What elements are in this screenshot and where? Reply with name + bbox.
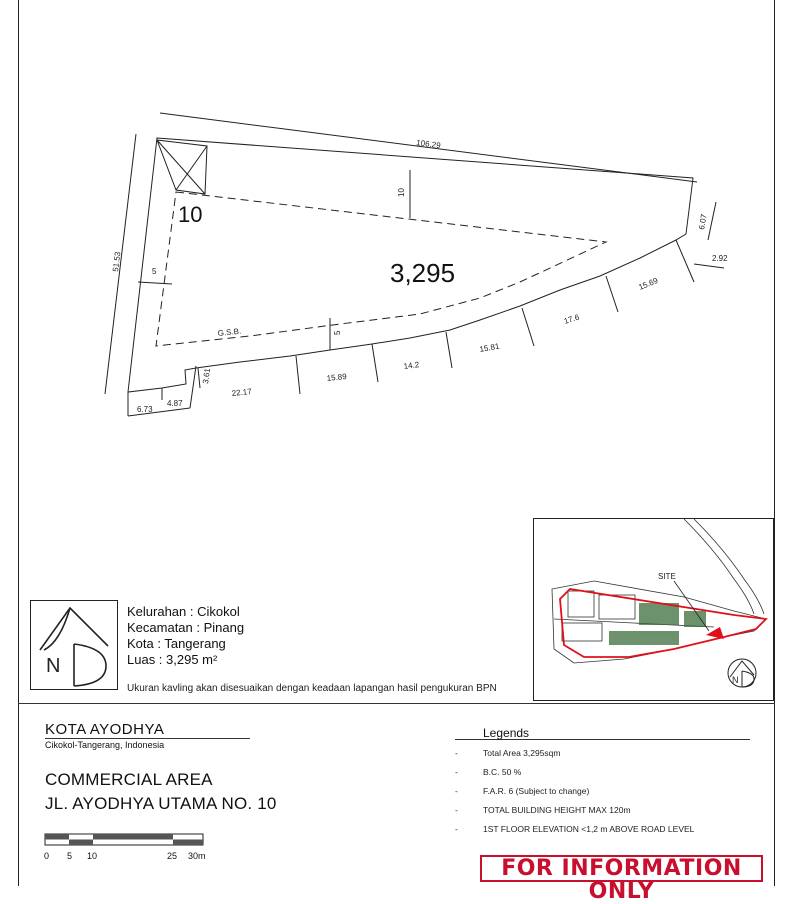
dim-487-label: 4.87 [167,399,183,408]
dim-1589-label: 15.89 [326,371,348,383]
dim-361 [198,368,200,388]
legend-item: - Total Area 3,295sqm [455,748,561,758]
legend-item: - F.A.R. 6 (Subject to change) [455,786,590,796]
info-kelurahan: Kelurahan : Cikokol [127,604,240,619]
info-kota: Kota : Tangerang [127,636,226,651]
north-logo [30,600,118,690]
info-kecamatan: Kecamatan : Pinang [127,620,245,635]
dim-right-line [708,202,716,240]
scale-bar [43,832,208,850]
dim-673-label: 6.73 [137,405,153,414]
dim-2217-label: 22.17 [231,386,253,398]
scale-label: 10 [87,851,98,861]
legend-item: - B.C. 50 % [455,767,522,777]
drawing-title-line2: JL. AYODHYA UTAMA NO. 10 [45,794,277,813]
dim-right-end-label: 2.92 [712,254,728,263]
dim-361-label: 3.61 [201,367,213,385]
dim-176-label: 17.6 [562,312,581,326]
project-underline [45,738,250,739]
title-block-divider [18,703,775,704]
info-luas: Luas : 3,295 m² [127,652,218,667]
north-letter-icon: N [46,655,61,677]
area-label: 3,295 [390,258,456,288]
project-location: Cikokol-Tangerang, Indonesia [45,740,165,750]
svg-text:N: N [732,675,739,685]
dim-setback-left-label: 5 [152,267,157,276]
dim-left-label: 51.53 [111,251,123,273]
dim-1581-label: 15.81 [478,341,501,354]
legend-title: Legends [483,726,530,740]
site-label: SITE [658,572,676,581]
dim-top-label: 106.29 [415,138,442,151]
drawing-title-line1: COMMERCIAL AREA [45,770,213,789]
scale-label: 30m [188,851,206,861]
gsb-label: G.S.B. [217,326,242,338]
dim-1569-label: 15.69 [637,276,660,292]
dim-setback-top-label: 10 [397,188,406,197]
legend-item: - TOTAL BUILDING HEIGHT MAX 120m [455,805,631,815]
dim-right-end [694,264,724,268]
dim-setback-left [138,282,172,284]
key-map-drawing [534,519,774,701]
dim-setback-bottom-label: 5 [333,330,342,335]
setback-line [156,192,606,346]
corner-marker [157,140,207,194]
legend-item: - 1ST FLOOR ELEVATION <1,2 m ABOVE ROAD LEVEL [455,824,695,834]
dim-142-label: 14.2 [403,360,420,371]
dim-right-top-label: 6.07 [697,213,709,231]
scale-label: 0 [44,851,50,861]
info-only-stamp: FOR INFORMATION ONLY [480,855,763,882]
plot-number: 10 [178,202,203,227]
scale-label: 25 [167,851,178,861]
scale-label: 5 [67,851,73,861]
key-map [533,518,774,701]
project-name: KOTA AYODHYA [45,721,165,738]
info-note: Ukuran kavling akan disesuaikan dengan keadaan lapangan hasil pengukuran BPN [127,683,497,694]
